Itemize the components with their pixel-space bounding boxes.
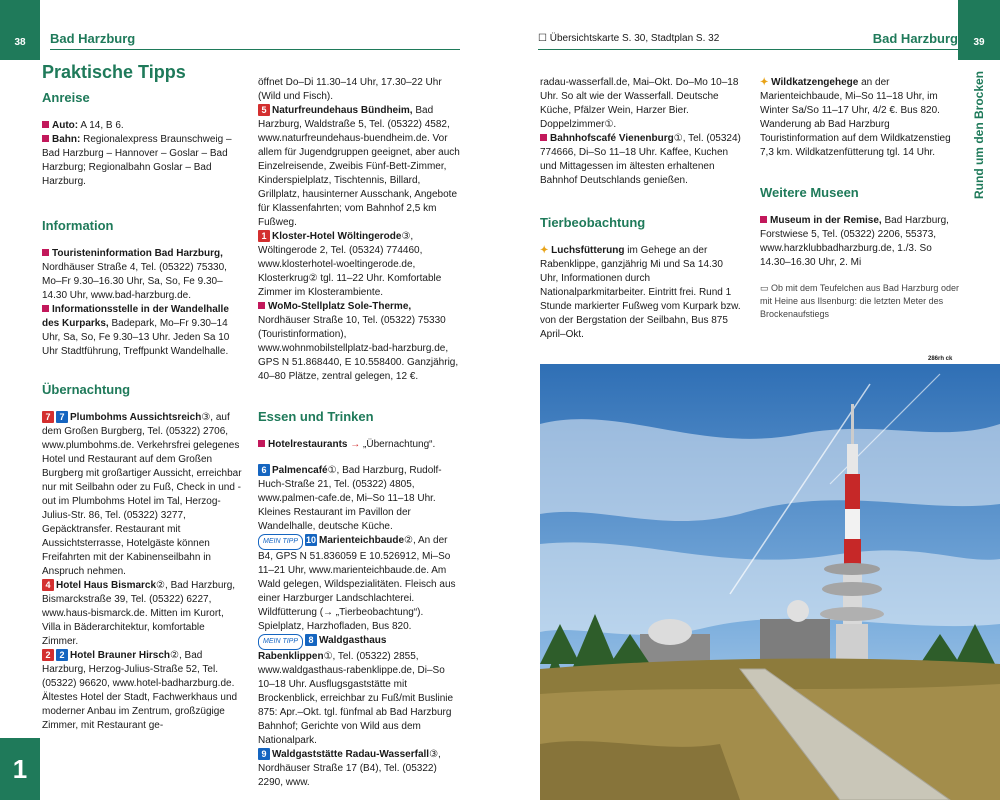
plan-number-badge: 6: [258, 464, 270, 476]
arrow-right-icon: →: [350, 439, 361, 450]
photo-caption: ▭ Ob mit dem Teufelchen aus Bad Harzburg oder mit Heine aus Ilsenburg: die letzten Meter des Brockenaufstiegs: [760, 283, 959, 319]
entry-rabenklippen: MEIN TIPP 8 Waldgasthaus Rabenklippen①, Tel. (05322) 2855, www.waldgasthaus-rabenklippe.de, Di–So 10–18 Uhr. Ausflugsgaststätte mit Brockenblick, erreichbar zu Fuß/mit Buslinie 875: Apr.–Okt. tgl. fünfmal ab Bad Harzburg Bahnhof; Gerichte von Wild aus dem Nationalpark.: [258, 635, 454, 746]
entry-hotelrestaurants: Hotelrestaurants → „Übernachtung“.: [258, 438, 460, 452]
map-number-badge: 2: [42, 649, 54, 661]
square-bullet-icon: [42, 305, 49, 312]
brocken-tower-photo: [540, 364, 1000, 800]
camera-icon: ▭: [760, 283, 772, 293]
hiker-icon: ✦: [540, 245, 549, 256]
entry-bahn: Bahn: Regionalexpress Braunschweig – Bad Harzburg – Hannover – Goslar – Bad Harzburg; Regionalbahn Goslar – Bad Harzburg.: [42, 134, 232, 187]
plan-number-badge: 10: [306, 535, 317, 545]
section-anreise: Anreise: [42, 90, 90, 105]
entry-klosterhotel: 1 Kloster-Hotel Wöltingerode③, Wöltingerode 2, Tel. (05324) 774460, www.klosterhotel-woeltingerode.de, Klosterkrug② tgl. 11–22 Uhr. Komfortable Zimmer im Klosterambiente.: [258, 231, 442, 298]
plan-number-badge: 8: [305, 634, 317, 646]
column-1: [42, 62, 242, 733]
chapter-tab: 1: [0, 738, 40, 800]
left-page-header: Bad Harzburg: [50, 28, 460, 50]
section-essen: Essen und Trinken: [258, 409, 374, 424]
entry-bahnhofscafe: Bahnhofscafé Vienenburg①, Tel. (05324) 774666, Di–So 11–18 Uhr. Kaffee, Kuchen und Mittagessen im ältesten erhaltenen Bahnhof Deutschlands genießen.: [540, 133, 741, 186]
column-3: [540, 76, 743, 342]
right-page-title: Bad Harzburg: [872, 31, 958, 46]
entry-remise: Museum in der Remise, Bad Harzburg, Forstwiese 5, Tel. (05322) 2206, 55373, www.harzklubbadharzburg.de, 1./3. So 14.30–16.30 Uhr, 2. Mi: [760, 215, 949, 268]
column-2: [258, 76, 460, 790]
entry-palmencafe: 6 Palmencafé①, Bad Harzburg, Rudolf-Huch-Straße 21, Tel. (05322) 4805, www.palmen-cafe.de, Mi–So 11–18 Uhr. Kleines Restaurant im Pavillon der Wandelhalle, deutsche Küche.: [258, 465, 442, 532]
right-page-header: [538, 28, 958, 50]
entry-brauner-hirsch: 2 2 Hotel Brauner Hirsch②, Bad Harzburg, Herzog-Julius-Straße 52, Tel. (05322) 96620, www.hotel-badharzburg.de. Ältestes Hotel der Stadt, Fachwerkhaus und moderner Anbau im Zentrum, großzügige Zimmer, mit Restaurant ge-: [42, 650, 238, 731]
map-number-badge: 7: [42, 411, 54, 423]
square-bullet-icon: [42, 249, 49, 256]
map-number-badge: 4: [42, 579, 54, 591]
map-number-badge: 5: [258, 104, 270, 116]
square-bullet-icon: [42, 121, 49, 128]
right-page-number: 39: [958, 0, 1000, 60]
square-bullet-icon: [540, 134, 547, 141]
continued-text: öffnet Do–Di 11.30–14 Uhr, 17.30–22 Uhr (Wild und Fisch).: [258, 77, 442, 102]
entry-wildkatzengehege: ✦ Wildkatzengehege an der Marienteichbaude, Mi–So 11–18 Uhr, im Winter Sa/So 11–17 Uhr, 4/2 €. Bus 820. Wanderung ab Bad Harzburg Touristinformation auf dem Wildkatzenstieg 7,3 km. Wildkatzenfütterung tgl. 14 Uhr.: [760, 77, 951, 158]
left-page-number: 38: [0, 0, 40, 60]
mein-tipp-badge: MEIN TIPP: [258, 534, 303, 550]
entry-auto: Auto: A 14, B 6.: [42, 119, 242, 133]
entry-infostelle: Informationsstelle in der Wandelhalle des Kurparks, Badepark, Mo–Fr 9.30–14 Uhr, Sa, So, Fe 9.30–13 Uhr. Jeden Sa 10 Uhr Stadtführung, Treffpunkt Wandelhalle.: [42, 304, 230, 357]
plan-number-badge: 7: [56, 411, 68, 423]
mein-tipp-badge: MEIN TIPP: [258, 634, 303, 650]
square-bullet-icon: [258, 302, 265, 309]
column-4: [760, 76, 960, 321]
section-tierbeobachtung: Tierbeobachtung: [540, 215, 646, 230]
page-title: Praktische Tipps: [42, 62, 186, 82]
entry-marienteichbaude: MEIN TIPP 10 Marienteichbaude②, An der B4, GPS N 51.836059 E 10.526912, Mi–So 11–21 Uhr, www.marienteichbaude.de. Am Wald gelegen, Wildspezialitäten. Fleisch aus einer Harzburger Landschlachterei. Wildfütterung (→ „Tierbeobachtung“). Spielplatz, Harzhofladen, Bus 820.: [258, 535, 456, 632]
map-reference: ☐ Übersichtskarte S. 30, Stadtplan S. 32: [538, 33, 720, 44]
square-bullet-icon: [42, 135, 49, 142]
photo-credit: 286rh ck: [928, 356, 953, 362]
section-uebernachtung: Übernachtung: [42, 382, 131, 397]
entry-touristinfo: Touristeninformation Bad Harzburg, Nordhäuser Straße 4, Tel. (05322) 75330, Mo–Fr 9.30–16.30 Uhr, Sa, So, Fe 9.30–14.30 Uhr, www.bad-harzburg.de.: [42, 248, 227, 301]
section-museen: Weitere Museen: [760, 185, 859, 200]
plan-number-badge: 9: [258, 748, 270, 760]
map-number-badge: 1: [258, 230, 270, 242]
plan-number-badge: 2: [56, 649, 68, 661]
side-chapter-label: Rund um den Brocken: [972, 70, 987, 200]
entry-luchsfuetterung: ✦ Luchsfütterung im Gehege an der Rabenklippe, ganzjährig Mi und Sa 14.30 Uhr, Informationen durch Nationalparkmitarbeiter. Eintritt frei. Rund 1 Stunde markierter Fußweg vom Kurpark bzw. von der Bergstation der Seilbahn, Bus 875 April–Okt.: [540, 245, 741, 340]
section-information: Information: [42, 218, 114, 233]
entry-radau-wasserfall: 9 Waldgaststätte Radau-Wasserfall③, Nordhäuser Straße 17 (B4), Tel. (05322) 2290, www.: [258, 749, 441, 788]
entry-womo: WoMo-Stellplatz Sole-Therme, Nordhäuser Straße 10, Tel. (05322) 75330 (Touristinformation), www.wohnmobilstellplatz-bad-harzburg.de, GPS N 51.868440, E 10.558400. Ganzjährig, 40–80 Plätze, zentral gelegen, 12 €.: [258, 301, 459, 382]
square-bullet-icon: [258, 440, 265, 447]
entry-bismarck: 4 Hotel Haus Bismarck②, Bad Harzburg, Bismarckstraße 39, Tel. (05322) 6227, www.haus-bismarck.de. Mitten im Kurort, Villa in Bäderarchitektur, komfortable Zimmer.: [42, 580, 236, 647]
square-bullet-icon: [760, 216, 767, 223]
continued-text: radau-wasserfall.de, Mai–Okt. Do–Mo 10–18 Uhr. So alt wie der Wasserfall. Deutsche Küche, Pfälzer Wein, Harzer Bier. Doppelzimmer①.: [540, 77, 739, 130]
entry-naturfreundehaus: 5 Naturfreundehaus Bündheim, Bad Harzburg, Waldstraße 5, Tel. (05322) 4582, www.naturfreundehaus-buendheim.de. Vor allem für Jugendgruppen geeignet, aber auch Einzelreisende, Zweibis Fünf-Bett-Zimmer, Kinderspielplatz, Tischtennis, Billard, Grillplatz, hausinterner Ausschank, Angebote für Klassenfahrten; vom Bahnhof 2,5 km Fußweg.: [258, 105, 460, 228]
entry-plumbohms: 7 7 Plumbohms Aussichtsreich③, auf dem Großen Burgberg, Tel. (05322) 2706, www.plumbohms.de. Verkehrsfrei gelegenes Hotel und Restaurant auf dem Großen Burgberg mit großartiger Aussicht, erreichbar nur mit Seilbahn oder zu Fuß, Check in und -out im Plumbohms Hotel im Tal, Herzog-Julius-Str. 86, Tel. (05322) 3277, Gepäcktransfer. Restaurant mit Aussichtsterrasse, Hotelgäste können Freifahrten mit der Kabinenseilbahn in Anspruch nehmen.: [42, 412, 242, 577]
hiker-icon: ✦: [760, 77, 769, 88]
